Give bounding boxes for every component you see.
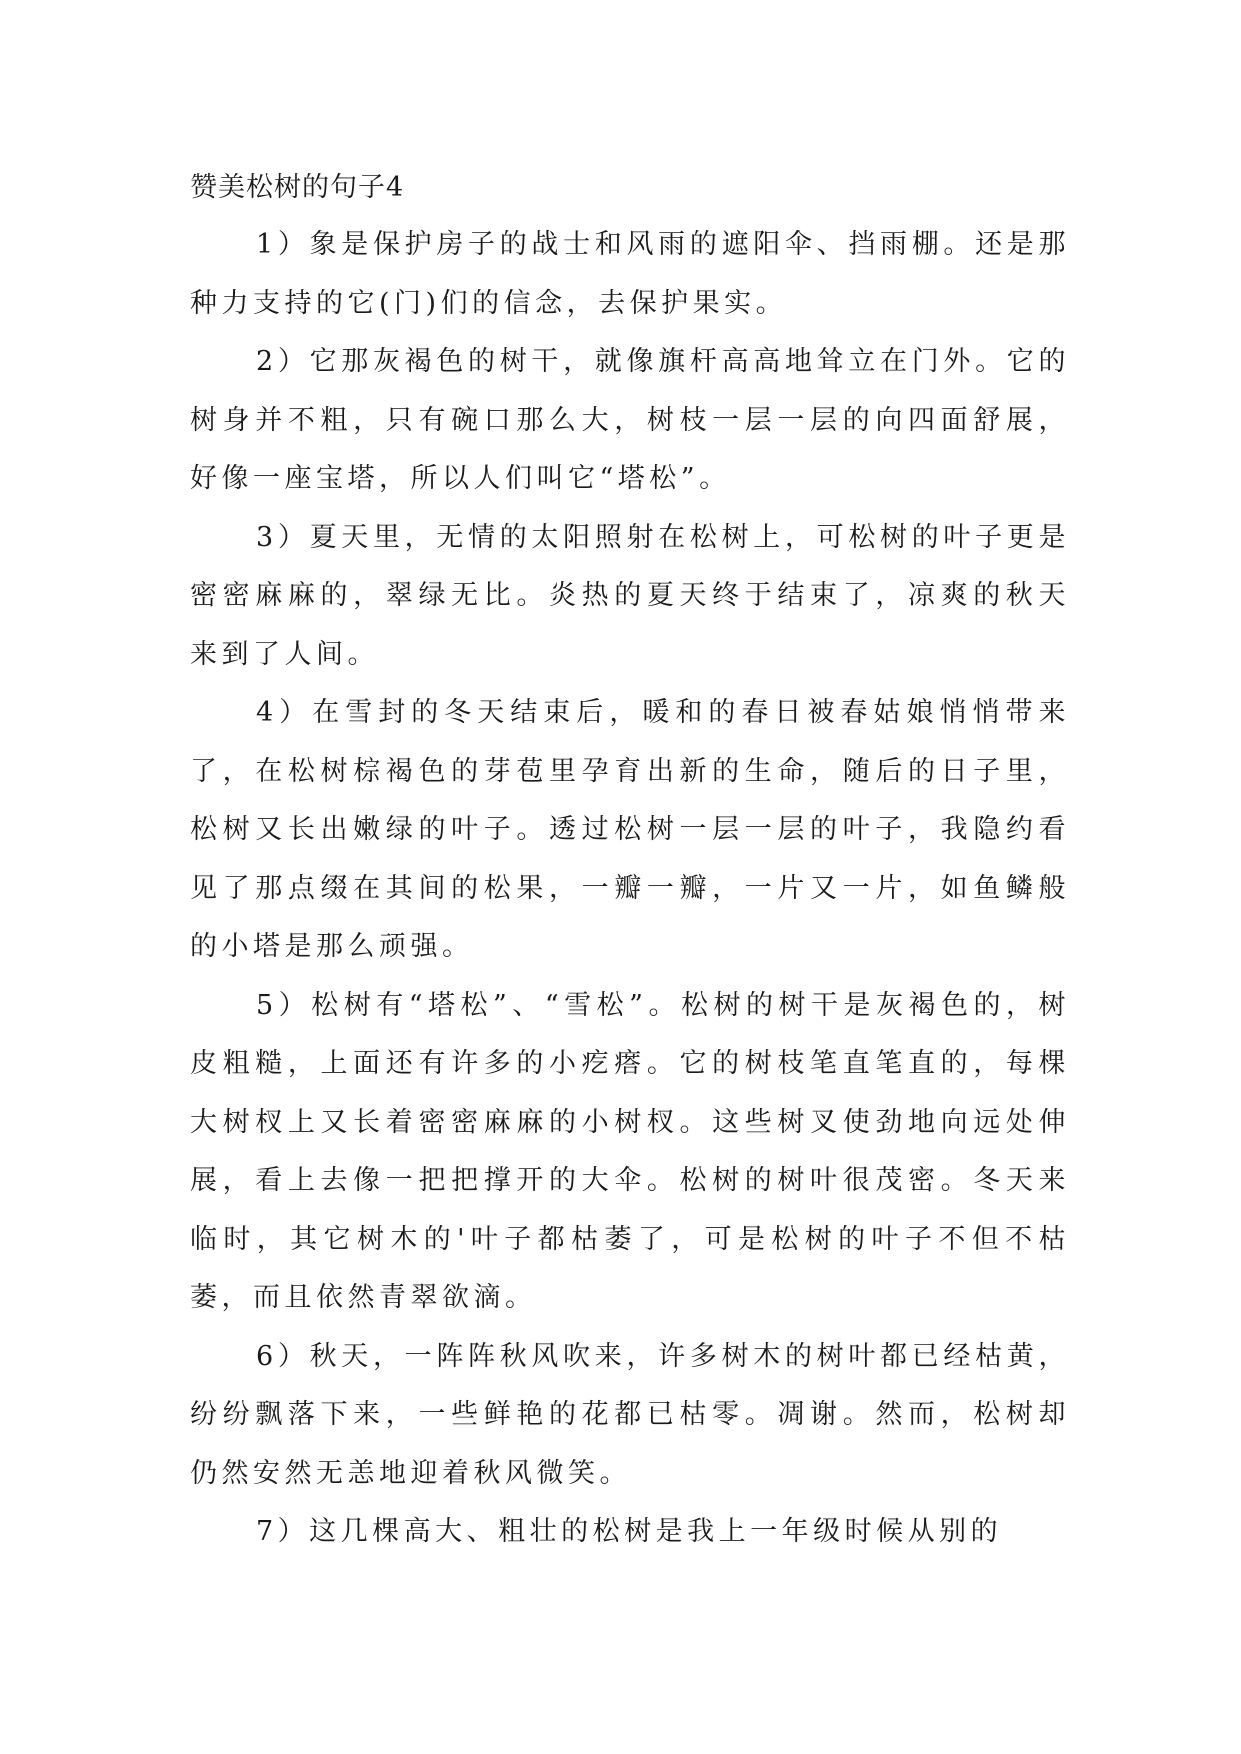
paragraph-4: 4）在雪封的冬天结束后，暖和的春日被春姑娘悄悄带来了，在松树棕褐色的芽苞里孕育出新的生命，随后的日子里，松树又长出嫩绿的叶子。透过松树一层一层的叶子，我隐约看见了那点缀在其间的松果，一瓣一瓣，一片又一片，如鱼鳞般的小塔是那么顽强。 — [190, 697, 1070, 962]
paragraph-1: 1）象是保护房子的战士和风雨的遮阳伞、挡雨棚。还是那种力支持的它(门)们的信念，去保护果实。 — [190, 229, 1070, 319]
paragraph-2: 2）它那灰褐色的树干，就像旗杆高高地耸立在门外。它的树身并不粗，只有碗口那么大，树枝一层一层的向四面舒展，好像一座宝塔，所以人们叫它“塔松”。 — [190, 346, 1070, 494]
paragraph-3: 3）夏天里，无情的太阳照射在松树上，可松树的叶子更是密密麻麻的，翠绿无比。炎热的夏天终于结束了，凉爽的秋天来到了人间。 — [190, 521, 1070, 670]
paragraph-7: 7）这几棵高大、粗壮的松树是我上一年级时候从别的 — [256, 1516, 1003, 1547]
document-page — [190, 160, 1070, 1562]
paragraph-5: 5）松树有“塔松”、“雪松”。松树的树干是灰褐色的，树皮粗糙，上面还有许多的小疙瘩。它的树枝笔直笔直的，每棵大树杈上又长着密密麻麻的小树杈。这些树叉使劲地向远处伸展，看上去像一把把撑开的大伞。松树的树叶很茂密。冬天来临时，其它树木的'叶子都枯萎了，可是松树的叶子不但不枯萎，而且依然青翠欲滴。 — [190, 989, 1070, 1313]
document-title: 赞美松树的句子4 — [190, 172, 405, 203]
paragraph-6: 6）秋天，一阵阵秋风吹来，许多树木的树叶都已经枯黄，纷纷飘落下来，一些鲜艳的花都已枯零。凋谢。然而，松树却仍然安然无恙地迎着秋风微笑。 — [190, 1340, 1070, 1489]
